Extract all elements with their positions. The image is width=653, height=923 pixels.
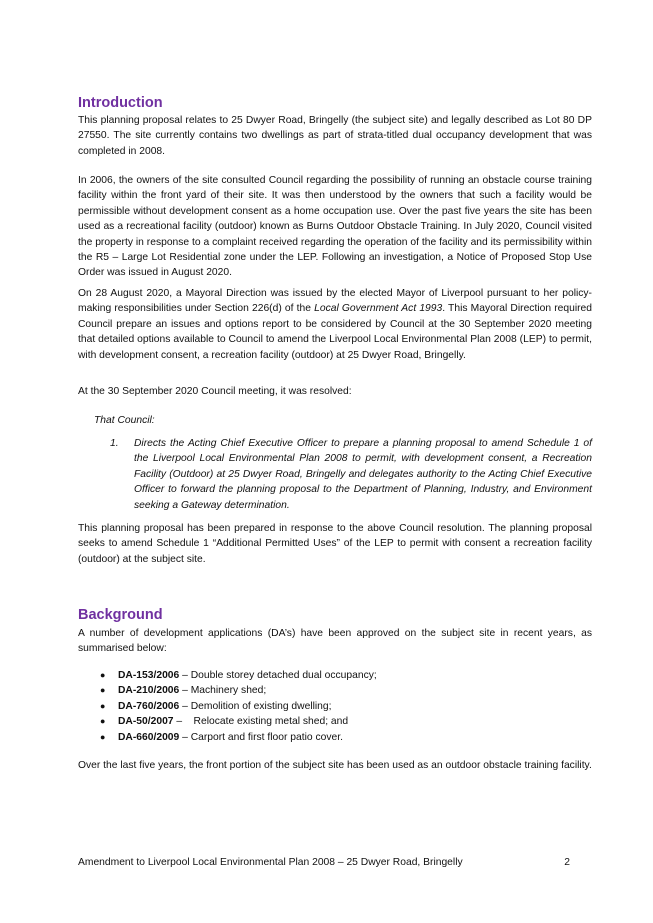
da-code: DA-660/2009 [118, 731, 180, 743]
introduction-paragraph-1: This planning proposal relates to 25 Dwyer Road, Bringelly (the subject site) and legally described as Lot 80 DP 27550. The site currently contains two dwellings as part of strata-titled dual occupancy development that was completed in 2008. [78, 115, 592, 157]
da-description: – Carport and first floor patio cover. [179, 731, 343, 743]
da-code: DA-760/2006 [118, 700, 180, 712]
page-number: 2 [564, 857, 570, 868]
da-code: DA-50/2007 [118, 716, 174, 728]
da-list [100, 668, 377, 745]
page-footer [78, 856, 570, 870]
list-item [100, 730, 377, 745]
list-item [100, 668, 377, 683]
da-description: – Demolition of existing dwelling; [179, 700, 332, 712]
p3-text-after: . This Mayoral Direction required Council prepare an issues and options report to be considered by Council at the 30 September 2020 meeting that detailed options available to Council to amend the Liverpool Local Environmental Plan 2008 (LEP) to permit, with development consent, a recreation facility (outdoor) at 25 Dwyer Road, Bringelly. [78, 303, 592, 361]
da-description: – Machinery shed; [179, 685, 267, 697]
introduction-heading: Introduction [78, 95, 163, 111]
list-item [100, 714, 377, 729]
da-description: – Double storey detached dual occupancy; [179, 670, 377, 681]
resolution-item [110, 436, 592, 513]
list-item [100, 699, 377, 714]
bullet-icon: ● [100, 685, 106, 696]
bullet-icon: ● [100, 716, 106, 727]
resolution-label: That Council: [94, 415, 155, 426]
resolution-text: Directs the Acting Chief Executive Officer to prepare a planning proposal to amend Schedule 1 of the Liverpool Local Environmental Plan 2008 to permit, with development consent, a Recreation Facility (Outdoor) at 25 Dwyer Road, Bringelly and delegates authority to the Acting Chief Executive Officer to forward the planning proposal to the Department of Planning, Industry, and Environment seeking a Gateway determination. [134, 438, 592, 511]
list-item [100, 683, 377, 698]
bullet-icon: ● [100, 700, 106, 711]
da-code: DA-210/2006 [118, 685, 180, 697]
footer-title: Amendment to Liverpool Local Environmental Plan 2008 – 25 Dwyer Road, Bringelly [78, 857, 463, 868]
background-paragraph-1: A number of development applications (DA’s) have been approved on the subject site in recent years, as summarised below: [78, 628, 592, 655]
background-paragraph-2: Over the last five years, the front portion of the subject site has been used as an outdoor obstacle training facility. [78, 760, 592, 771]
background-heading: Background [78, 607, 163, 623]
introduction-paragraph-3 [78, 286, 592, 363]
da-code: DA-153/2006 [118, 670, 180, 681]
introduction-paragraph-5: This planning proposal has been prepared in response to the above Council resolution. The planning proposal seeks to amend Schedule 1 “Additional Permitted Uses” of the LEP to permit with consent a recreation facility (outdoor) at the subject site. [78, 523, 592, 565]
introduction-paragraph-4: At the 30 September 2020 Council meeting, it was resolved: [78, 386, 352, 397]
bullet-icon: ● [100, 731, 106, 742]
act-name: Local Government Act 1993 [314, 303, 443, 315]
bullet-icon: ● [100, 670, 106, 680]
p3-text-before: On 28 August 2020, a Mayoral Direction was issued by the elected Mayor of Liverpool pursuant to her policy-making responsibilities under Section 226(d) of the [78, 288, 592, 315]
da-description: – Relocate existing metal shed; and [173, 716, 349, 728]
introduction-paragraph-2: In 2006, the owners of the site consulted Council regarding the possibility of running an obstacle course training facility within the front yard of their site. It was then understood by the owners that such a facility would be permissible without development consent as a home occupation use. Over the past five years the site has been used as a recreational facility (outdoor) known as Burns Outdoor Obstacle Training. In July 2020, Council visited the property in response to a complaint received regarding the operation of the facility and its permissibility within the R5 – Large Lot Residential zone under the LEP. Following an investigation, a Notice of Proposed Stop Use Order was issued in August 2020. [78, 175, 592, 279]
resolution-number: 1. [110, 438, 119, 449]
